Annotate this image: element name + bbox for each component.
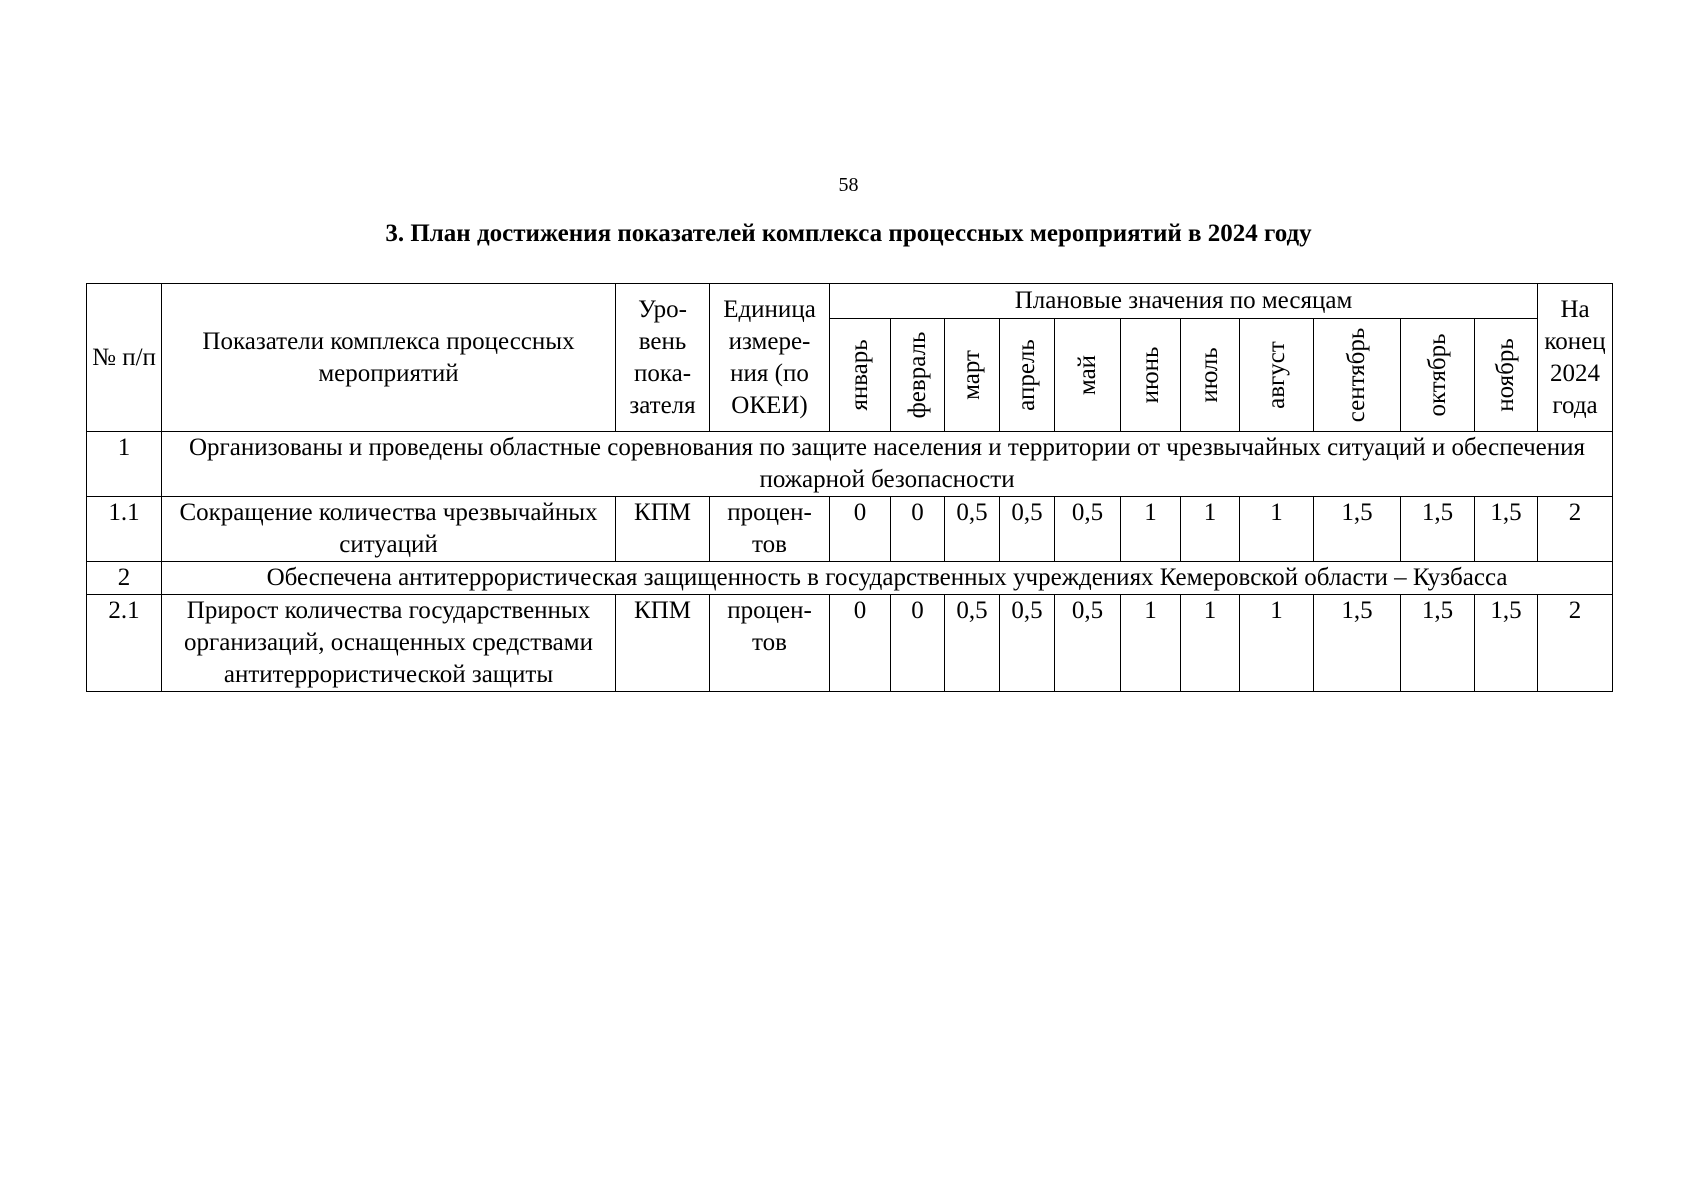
header-unit: Единица измере-ния (по ОКЕИ)	[710, 284, 830, 432]
row-end-of-year: 2	[1538, 595, 1613, 692]
row-indicator-name: Сокращение количества чрезвычайных ситуаций	[162, 497, 616, 562]
header-month	[1181, 319, 1240, 432]
row-unit: процен-тов	[710, 497, 830, 562]
month-label: май	[1073, 354, 1101, 396]
row-month-value: 0	[830, 497, 891, 562]
row-month-value: 1,5	[1314, 497, 1401, 562]
header-end-of-year: На конец 2024 года	[1538, 284, 1613, 432]
section-row	[87, 432, 1613, 497]
row-month-value: 0	[891, 497, 945, 562]
month-label: февраль	[903, 331, 931, 419]
row-month-value: 0,5	[1055, 595, 1121, 692]
table-row	[87, 497, 1613, 562]
header-indicator: Показатели комплекса процессных мероприятий	[162, 284, 616, 432]
row-month-value: 1,5	[1401, 497, 1475, 562]
row-num: 1.1	[87, 497, 162, 562]
section-row	[87, 562, 1613, 595]
row-num: 2.1	[87, 595, 162, 692]
month-label: ноябрь	[1492, 338, 1520, 412]
section-num: 2	[87, 562, 162, 595]
header-month	[891, 319, 945, 432]
row-month-value: 0	[830, 595, 891, 692]
header-month	[1000, 319, 1055, 432]
row-month-value: 0,5	[945, 595, 1000, 692]
plan-table	[86, 283, 1613, 692]
month-label: март	[958, 350, 985, 400]
month-label: июнь	[1136, 346, 1164, 404]
header-monthly-group: Плановые значения по месяцам	[830, 284, 1538, 319]
header-month	[1121, 319, 1181, 432]
header-level: Уро-вень пока-зателя	[616, 284, 710, 432]
header-month	[1401, 319, 1475, 432]
row-month-value: 1	[1181, 595, 1240, 692]
section-title: Обеспечена антитеррористическая защищенность в государственных учреждениях Кемеровской области – Кузбасса	[162, 562, 1613, 595]
row-month-value: 1,5	[1475, 595, 1538, 692]
row-month-value: 0,5	[1055, 497, 1121, 562]
header-month	[1314, 319, 1401, 432]
table-row	[87, 595, 1613, 692]
row-month-value: 1,5	[1314, 595, 1401, 692]
header-month	[945, 319, 1000, 432]
month-label: январь	[846, 339, 873, 411]
month-label: сентябрь	[1343, 327, 1370, 423]
header-month	[1240, 319, 1314, 432]
row-month-value: 1	[1181, 497, 1240, 562]
section-num: 1	[87, 432, 162, 497]
row-month-value: 0,5	[1000, 497, 1055, 562]
header-month	[1475, 319, 1538, 432]
header-num: № п/п	[87, 284, 162, 432]
row-month-value: 1	[1240, 497, 1314, 562]
header-month	[1055, 319, 1121, 432]
row-unit: процен-тов	[710, 595, 830, 692]
row-month-value: 1,5	[1475, 497, 1538, 562]
month-label: октябрь	[1423, 333, 1451, 417]
row-month-value: 0,5	[1000, 595, 1055, 692]
row-end-of-year: 2	[1538, 497, 1613, 562]
row-month-value: 1	[1240, 595, 1314, 692]
row-level: КПМ	[616, 497, 710, 562]
row-indicator-name: Прирост количества государственных организаций, оснащенных средствами антитеррористической защиты	[162, 595, 616, 692]
month-label: июль	[1196, 347, 1223, 403]
row-level: КПМ	[616, 595, 710, 692]
row-month-value: 1	[1121, 497, 1181, 562]
row-month-value: 1	[1121, 595, 1181, 692]
month-label: апрель	[1013, 339, 1040, 411]
section-title: Организованы и проведены областные соревнования по защите населения и территории от чрезвычайных ситуаций и обеспечения пожарной безопасности	[162, 432, 1613, 497]
month-label: август	[1262, 341, 1290, 409]
page-title: 3. План достижения показателей комплекса процессных мероприятий в 2024 году	[385, 220, 1312, 247]
header-month	[830, 319, 891, 432]
row-month-value: 1,5	[1401, 595, 1475, 692]
row-month-value: 0	[891, 595, 945, 692]
page-number: 58	[838, 174, 859, 196]
row-month-value: 0,5	[945, 497, 1000, 562]
